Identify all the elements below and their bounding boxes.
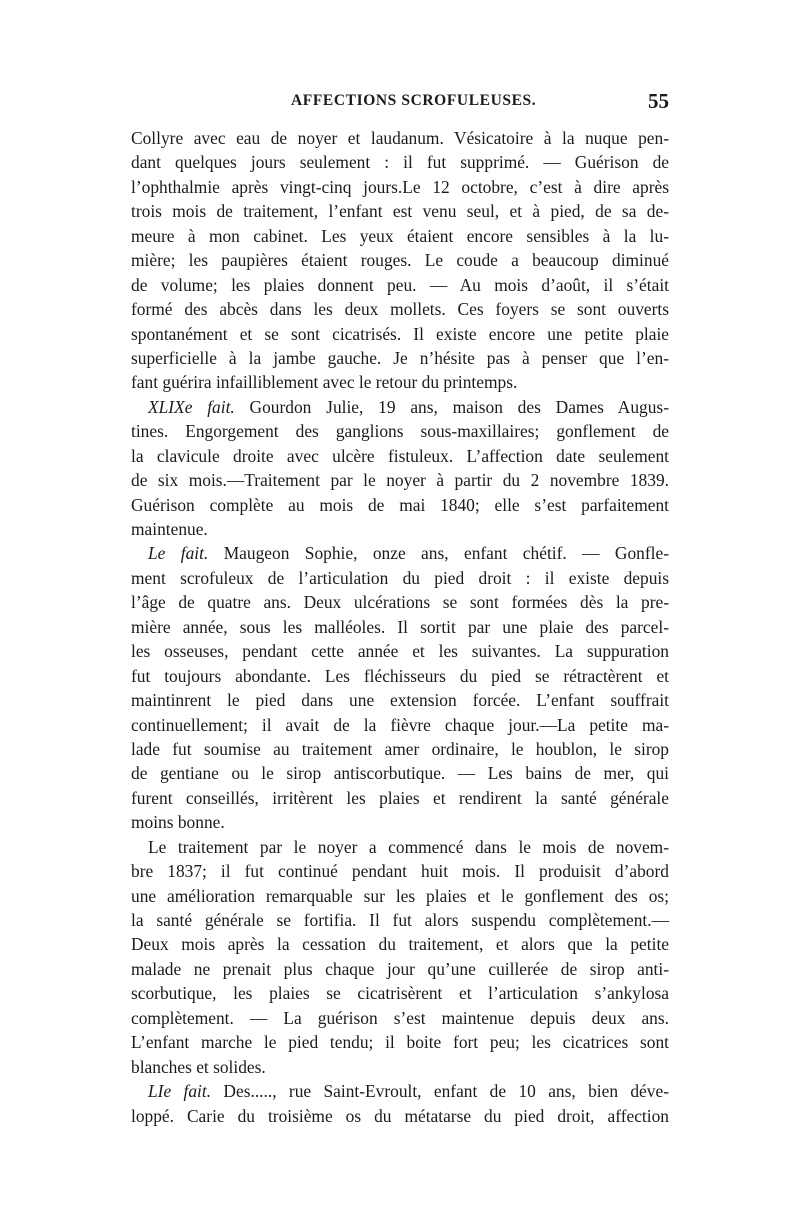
text-line (131, 395, 669, 419)
line-text: fut toujours abondante. Les fléchisseurs du pied se rétractèrent et (131, 665, 669, 686)
running-title: AFFECTIONS SCROFULEUSES. (291, 92, 537, 109)
text-line (131, 297, 669, 321)
line-text: continuellement; il avait de la fièvre chaque jour.—La petite ma- (131, 714, 669, 735)
text-line (131, 859, 669, 883)
book-page (131, 89, 669, 1128)
text-line (131, 322, 669, 346)
text-line (131, 908, 669, 932)
line-text: moins bonne. (131, 812, 225, 833)
body-text (131, 126, 669, 1128)
line-text: furent conseillés, irritèrent les plaies et rendirent la santé générale (131, 787, 669, 808)
line-text: complètement. — La guérison s’est maintenue depuis deux ans. (131, 1007, 669, 1028)
text-line (131, 346, 669, 370)
text-line (131, 224, 669, 248)
line-text: loppé. Carie du troisième os du métatarse du pied droit, affection (131, 1105, 669, 1126)
text-line (131, 884, 669, 908)
text-line (131, 1030, 669, 1054)
text-line (131, 737, 669, 761)
line-text: maintinrent le pied dans une extension forcée. L’enfant souffrait (131, 690, 669, 711)
line-text: fant guérira infailliblement avec le retour du printemps. (131, 372, 518, 393)
text-line (131, 810, 669, 834)
text-line (131, 1104, 669, 1128)
line-text: Des....., rue Saint-Evroult, enfant de 10 ans, bien déve- (211, 1081, 669, 1102)
text-line (131, 835, 669, 859)
line-text: spontanément et se sont cicatrisés. Il existe encore une petite plaie (131, 323, 669, 344)
text-line (131, 517, 669, 541)
line-text: de volume; les plaies donnent peu. — Au mois d’août, il s’était (131, 274, 669, 295)
text-line (131, 957, 669, 981)
case-label: XLIXe fait. (148, 396, 235, 417)
line-text: bre 1837; il fut continué pendant huit mois. Il produisit d’abord (131, 861, 669, 882)
line-text: une amélioration remarquable sur les plaies et le gonflement des os; (131, 885, 669, 906)
text-line (131, 1079, 669, 1103)
text-line (131, 981, 669, 1005)
case-label: LIe fait. (148, 1081, 212, 1102)
text-line (131, 468, 669, 492)
text-line (131, 370, 669, 394)
line-text: ment scrofuleux de l’articulation du pied droit : il existe depuis (131, 567, 669, 588)
line-text: dant quelques jours seulement : il fut supprimé. — Guérison de (131, 152, 669, 173)
line-text: l’âge de quatre ans. Deux ulcérations se sont formées dès la pre- (131, 592, 669, 613)
text-line (131, 664, 669, 688)
line-text: blanches et solides. (131, 1056, 266, 1077)
text-line (131, 688, 669, 712)
line-text: de six mois.—Traitement par le noyer à partir du 2 novembre 1839. (131, 470, 669, 491)
line-text: la santé générale se fortifia. Il fut alors suspendu complètement.— (131, 910, 669, 930)
text-line (131, 493, 669, 517)
text-line (131, 615, 669, 639)
line-text: Gourdon Julie, 19 ans, maison des Dames Augus- (234, 396, 669, 417)
text-line (131, 761, 669, 785)
line-text: Maugeon Sophie, onze ans, enfant chétif. — Gonfle- (208, 543, 669, 564)
text-line (131, 175, 669, 199)
line-text: tines. Engorgement des ganglions sous-maxillaires; gonflement de (131, 421, 669, 442)
line-text: maintenue. (131, 519, 208, 539)
text-line (131, 713, 669, 737)
text-line (131, 126, 669, 150)
line-text: Collyre avec eau de noyer et laudanum. Vésicatoire à la nuque pen- (131, 128, 669, 148)
line-text: Le traitement par le noyer a commencé dans le mois de novem- (148, 836, 669, 857)
line-text: mière; les paupières étaient rouges. Le coude a beaucoup diminué (131, 250, 669, 271)
text-line (131, 932, 669, 956)
text-line (131, 786, 669, 810)
line-text: lade fut soumise au traitement amer ordinaire, le houblon, le sirop (131, 738, 669, 759)
line-text: trois mois de traitement, l’enfant est venu seul, et à pied, de sa de- (131, 201, 669, 222)
line-text: l’ophthalmie après vingt-cinq jours.Le 12 octobre, c’est à dire après (131, 176, 669, 197)
page-header (131, 89, 669, 124)
text-line (131, 639, 669, 663)
line-text: les osseuses, pendant cette année et les suivantes. La suppuration (131, 641, 669, 662)
line-text: L’enfant marche le pied tendu; il boite fort peu; les cicatrices sont (131, 1032, 669, 1053)
line-text: Guérison complète au mois de mai 1840; elle s’est parfaitement (131, 494, 669, 515)
text-line (131, 419, 669, 443)
line-text: superficielle à la jambe gauche. Je n’hésite pas à penser que l’en- (131, 347, 669, 368)
text-line (131, 541, 669, 565)
text-line (131, 248, 669, 272)
text-line (131, 199, 669, 223)
line-text: Deux mois après la cessation du traitement, et alors que la petite (131, 934, 669, 955)
line-text: formé des abcès dans les deux mollets. Ces foyers se sont ouverts (131, 299, 669, 320)
line-text: de gentiane ou le sirop antiscorbutique. — Les bains de mer, qui (131, 763, 669, 784)
line-text: malade ne prenait plus chaque jour qu’une cuillerée de sirop anti- (131, 958, 669, 979)
line-text: scorbutique, les plaies se cicatrisèrent et l’articulation s’ankylosa (131, 983, 669, 1004)
text-line (131, 1006, 669, 1030)
line-text: la clavicule droite avec ulcère fistuleux. L’affection date seulement (131, 445, 669, 466)
text-line (131, 1055, 669, 1079)
text-line (131, 590, 669, 614)
text-line (131, 150, 669, 174)
page-number: 55 (648, 89, 669, 113)
line-text: mière année, sous les malléoles. Il sortit par une plaie des parcel- (131, 616, 669, 637)
text-line (131, 444, 669, 468)
line-text: meure à mon cabinet. Les yeux étaient encore sensibles à la lu- (131, 225, 669, 246)
text-line (131, 566, 669, 590)
case-label: Le fait. (148, 543, 209, 564)
text-line (131, 273, 669, 297)
